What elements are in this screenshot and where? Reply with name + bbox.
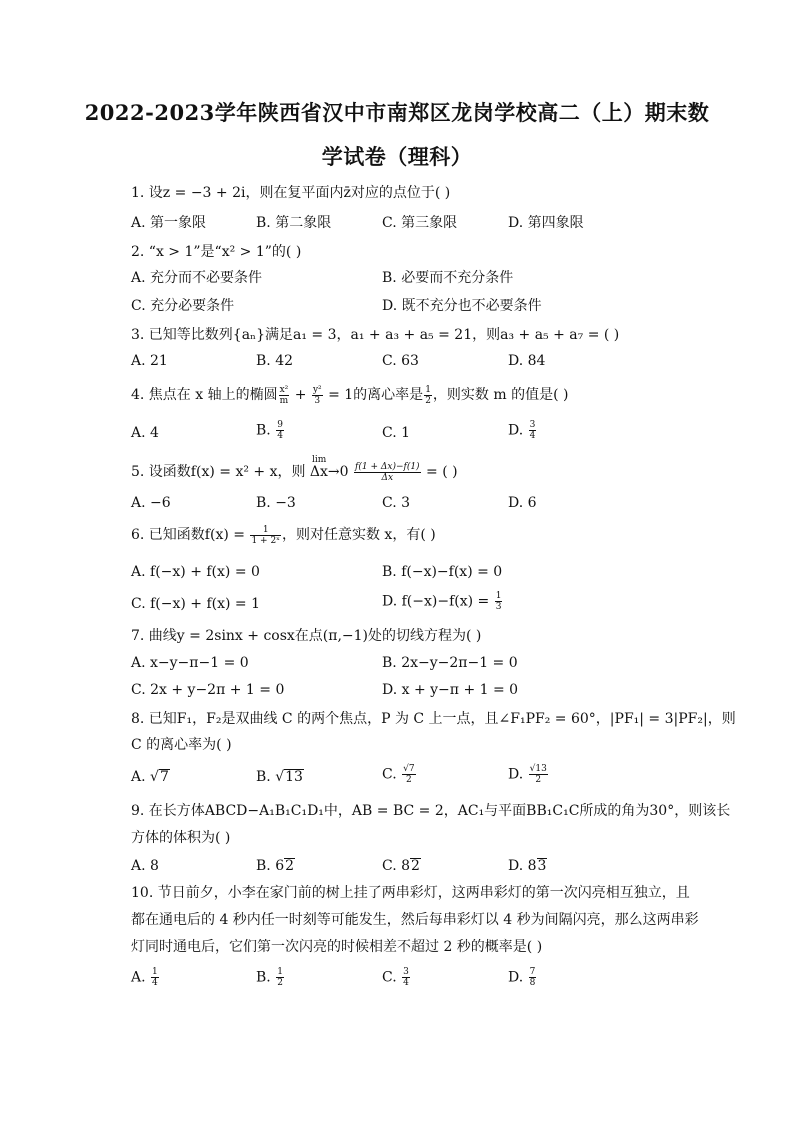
page-title-line-1: 2022-2023学年陕西省汉中市南郑区龙岗学校高二（上）期末数 (84, 100, 710, 125)
q6-function-frac: $\frac{1}{\text{1 + 2ˣ}}$ (251, 524, 280, 546)
q6-option-a[interactable]: A. f(−x) + f(x) = 0 (131, 564, 260, 580)
question-9-stem-line-2: 方体的体积为( ) (131, 830, 231, 846)
question-7-stem: 7. 曲线y = 2sinx + cosx在点(π,−1)处的切线方程为( ) (131, 628, 482, 644)
question-10-stem-line-3: 灯同时通电后，它们第一次闪亮的时候相差不超过 2 秒的概率是( ) (131, 939, 543, 955)
question-8-stem-line-2: C 的离心率为( ) (131, 737, 232, 753)
question-6-stem: 6. 已知函数f(x) = $\frac{1}{\text{1 + 2ˣ}}$ ，则对任意实数 x，有( ) (131, 524, 436, 546)
q6-option-d[interactable]: D. f(−x)−f(x) = $\frac{1}{3}$ (382, 591, 502, 612)
q3-option-b[interactable]: B. 42 (256, 353, 294, 369)
question-3-stem: 3. 已知等比数列{aₙ}满足a₁ = 3，a₁ + a₃ + a₅ = 21，则a₃ + a₅ + a₇ = ( ) (131, 327, 620, 343)
q3-option-c[interactable]: C. 63 (382, 353, 419, 369)
q5-option-d[interactable]: D. 6 (508, 495, 537, 511)
q2-option-c[interactable]: C. 充分必要条件 (131, 298, 235, 314)
q10-option-c[interactable]: C. $\frac{3}{4}$ (382, 967, 409, 988)
question-1-stem: 1. 设z = −3 + 2i，则在复平面内z̄对应的点位于( ) (131, 185, 451, 201)
q1-option-a[interactable]: A. 第一象限 (131, 215, 207, 231)
q5-lim-label: lim (312, 455, 327, 465)
q1-option-d[interactable]: D. 第四象限 (508, 215, 584, 231)
q2-option-b[interactable]: B. 必要而不充分条件 (382, 270, 514, 286)
q2-option-d[interactable]: D. 既不充分也不必要条件 (382, 298, 542, 314)
q4-option-a[interactable]: A. 4 (131, 425, 159, 441)
question-5-stem: 5. 设函数f(x) = x² + x，则 Δx→0 $\frac{f(1 + \Delta x)-f(1)}{\Delta x}$ = ( ) (131, 461, 458, 483)
q9-option-c[interactable]: C. 82 (382, 858, 420, 874)
q7-option-c[interactable]: C. 2x + y−2π + 1 = 0 (131, 682, 285, 698)
question-2-stem: 2. “x > 1”是“x² > 1”的( ) (131, 244, 302, 260)
q3-option-d[interactable]: D. 84 (508, 353, 546, 369)
q4-frac-e: $\frac{1}{2}$ (425, 384, 431, 406)
q10-option-d[interactable]: D. $\frac{7}{8}$ (508, 967, 536, 988)
q5-option-b[interactable]: B. −3 (256, 495, 296, 511)
question-4-stem: 4. 焦点在 x 轴上的椭圆 $\frac{\text{x²}}{m}$ + $\frac{\text{y²}}{3}$ = 1的离心率是 $\frac{1}{2}$ ，则实数 m 的值是( ) (131, 384, 569, 406)
q2-option-a[interactable]: A. 充分而不必要条件 (131, 270, 263, 286)
q4-frac-x: $\frac{\text{x²}}{m}$ (279, 384, 289, 406)
q9-option-b[interactable]: B. 62 (256, 858, 295, 874)
q4-stem-pre: 4. 焦点在 x 轴上的椭圆 (131, 387, 278, 403)
q1-option-b[interactable]: B. 第二象限 (256, 215, 332, 231)
page-title-line-2: 学试卷（理科） (321, 144, 473, 169)
q5-option-a[interactable]: A. −6 (131, 495, 171, 511)
q6-option-b[interactable]: B. f(−x)−f(x) = 0 (382, 564, 503, 580)
q6-option-c[interactable]: C. f(−x) + f(x) = 1 (131, 596, 261, 612)
q4-option-c[interactable]: C. 1 (382, 425, 411, 441)
q7-option-a[interactable]: A. x−y−π−1 = 0 (131, 655, 249, 671)
q10-option-b[interactable]: B. $\frac{1}{2}$ (256, 967, 283, 988)
q8-option-c[interactable]: C. $\frac{√7}{2}$ (382, 764, 415, 785)
q10-option-a[interactable]: A. $\frac{1}{4}$ (131, 967, 158, 988)
q4-option-b[interactable]: B. $\frac{9}{4}$ (256, 420, 283, 441)
question-8-stem: 8. 已知F₁，F₂是双曲线 C 的两个焦点，P 为 C 上一点，且∠F₁PF₂ = 60°，|PF₁| = 3|PF₂|，则 (131, 711, 736, 727)
q5-derivative-frac: $\frac{f(1 + \Delta x)-f(1)}{\Delta x}$ (355, 461, 420, 483)
q8-option-a[interactable]: A. √7 (131, 769, 169, 785)
q9-option-a[interactable]: A. 8 (131, 858, 159, 874)
question-9-stem: 9. 在长方体ABCD−A₁B₁C₁D₁中，AB = BC = 2，AC₁与平面BB₁C₁C所成的角为30°，则该长 (131, 803, 731, 819)
q7-option-d[interactable]: D. x + y−π + 1 = 0 (382, 682, 519, 698)
q1-option-c[interactable]: C. 第三象限 (382, 215, 458, 231)
q4-frac-y: $\frac{\text{y²}}{3}$ (312, 384, 322, 406)
q9-option-d[interactable]: D. 83 (508, 858, 547, 874)
q5-option-c[interactable]: C. 3 (382, 495, 411, 511)
q8-option-b[interactable]: B. √13 (256, 769, 303, 785)
q8-option-d[interactable]: D. $\frac{√13}{2}$ (508, 764, 547, 785)
question-10-stem-line-2: 都在通电后的 4 秒内任一时刻等可能发生，然后每串彩灯以 4 秒为间隔闪亮，那么这两串彩 (131, 912, 699, 928)
question-10-stem: 10. 节日前夕，小李在家门前的树上挂了两串彩灯，这两串彩灯的第一次闪亮相互独立，且 (131, 885, 690, 901)
q7-option-b[interactable]: B. 2x−y−2π−1 = 0 (382, 655, 518, 671)
q4-option-d[interactable]: D. $\frac{3}{4}$ (508, 420, 536, 441)
q3-option-a[interactable]: A. 21 (131, 353, 168, 369)
